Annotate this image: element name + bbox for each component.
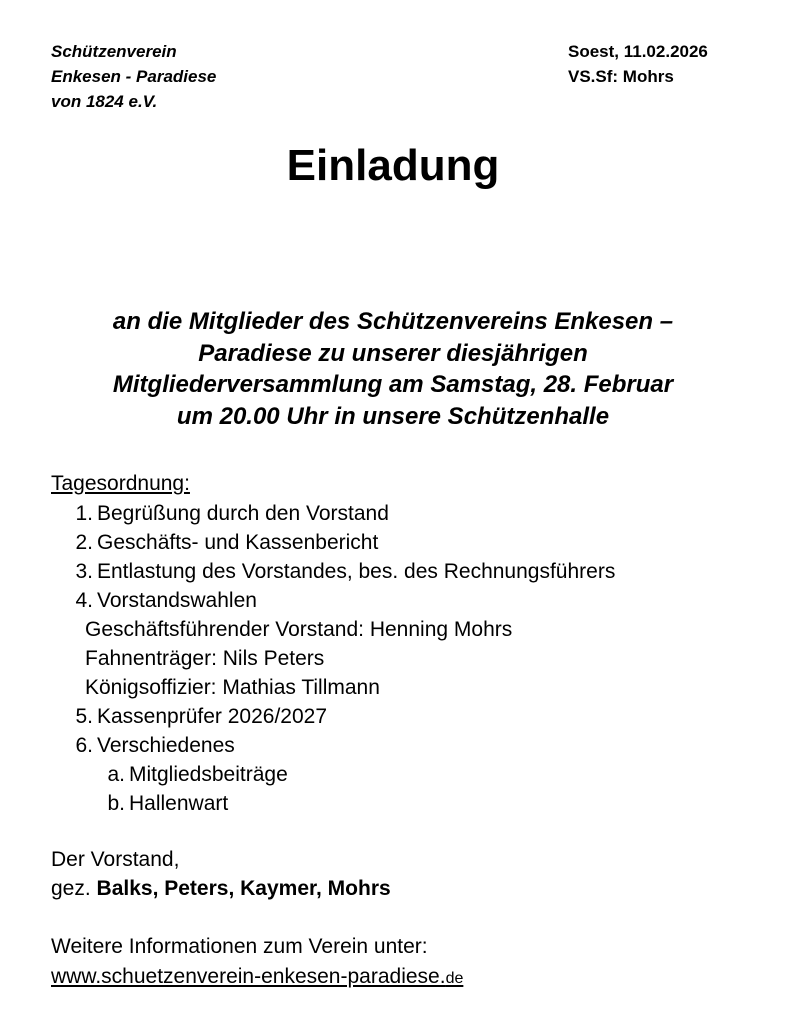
agenda-item [51, 586, 615, 615]
agenda-item-number: 6. [75, 734, 93, 757]
agenda-item-number: 5. [75, 705, 93, 728]
invitation-line: Paradiese zu unserer diesjährigen [198, 339, 588, 367]
website-url[interactable]: www.schuetzenverein-enkesen-paradiese. [51, 965, 446, 988]
agenda-item-text: Vorstandswahlen [97, 589, 257, 612]
club-name-line: Schützenverein [51, 42, 177, 61]
website-link[interactable] [51, 962, 463, 994]
agenda-item-text: Kassenprüfer 2026/2027 [97, 705, 328, 728]
invitation-line: an die Mitglieder des Schützenvereins Enkesen – [112, 308, 674, 335]
signoff-block [51, 845, 391, 903]
agenda-item-number: 4. [75, 589, 93, 612]
agenda-item-text: Verschiedenes [97, 734, 235, 757]
club-name-block [51, 39, 216, 114]
date-line: Soest, 11.02.2026 [568, 42, 708, 61]
agenda-sub-item-letter: b. [107, 792, 125, 815]
agenda-item [51, 499, 615, 528]
agenda-sub-item [51, 789, 615, 818]
agenda-sub-item-text: Hallenwart [129, 792, 229, 815]
election-detail: Königsoffizier: Mathias Tillmann [85, 676, 380, 699]
agenda-item-number: 3. [75, 560, 93, 583]
agenda-sub-item-letter: a. [107, 763, 125, 786]
agenda-item-text: Entlastung des Vorstandes, bes. des Rechnungsführers [97, 560, 616, 583]
invitation-line: um 20.00 Uhr in unsere Schützenhalle [176, 402, 610, 430]
signoff-line: Der Vorstand, [51, 848, 180, 871]
website-tld[interactable]: de [445, 970, 464, 987]
election-detail: Fahnenträger: Nils Peters [85, 647, 325, 670]
agenda-sub-item [51, 760, 615, 789]
agenda-item-text: Geschäfts- und Kassenbericht [97, 531, 379, 554]
agenda-heading: Tagesordnung: [51, 472, 190, 495]
info-text: Weitere Informationen zum Verein unter: [51, 935, 428, 958]
agenda-item [51, 528, 615, 557]
agenda-item [51, 557, 615, 586]
invitation-text [20, 306, 766, 432]
info-block [51, 932, 463, 994]
agenda-item-number: 2. [75, 531, 93, 554]
signature-line [51, 874, 391, 903]
date-author-block [568, 39, 708, 89]
agenda-item-number: 1. [75, 502, 93, 525]
agenda-item-text: Begrüßung durch den Vorstand [97, 502, 389, 525]
page-title: Einladung [286, 141, 500, 190]
author-line: VS.Sf: Mohrs [568, 67, 674, 86]
signature-prefix: gez. [51, 877, 97, 900]
club-name-line: Enkesen - Paradiese [51, 67, 217, 86]
agenda-item [51, 702, 615, 731]
agenda-sub-item-text: Mitgliedsbeiträge [129, 763, 288, 786]
agenda-item [51, 731, 615, 760]
election-detail: Geschäftsführender Vorstand: Henning Mohrs [85, 618, 513, 641]
board-names: Balks, Peters, Kaymer, Mohrs [96, 877, 391, 900]
invitation-line: Mitgliederversammlung am Samstag, 28. Februar [112, 371, 674, 398]
agenda-list [51, 499, 615, 818]
club-name-line: von 1824 e.V. [51, 92, 158, 111]
